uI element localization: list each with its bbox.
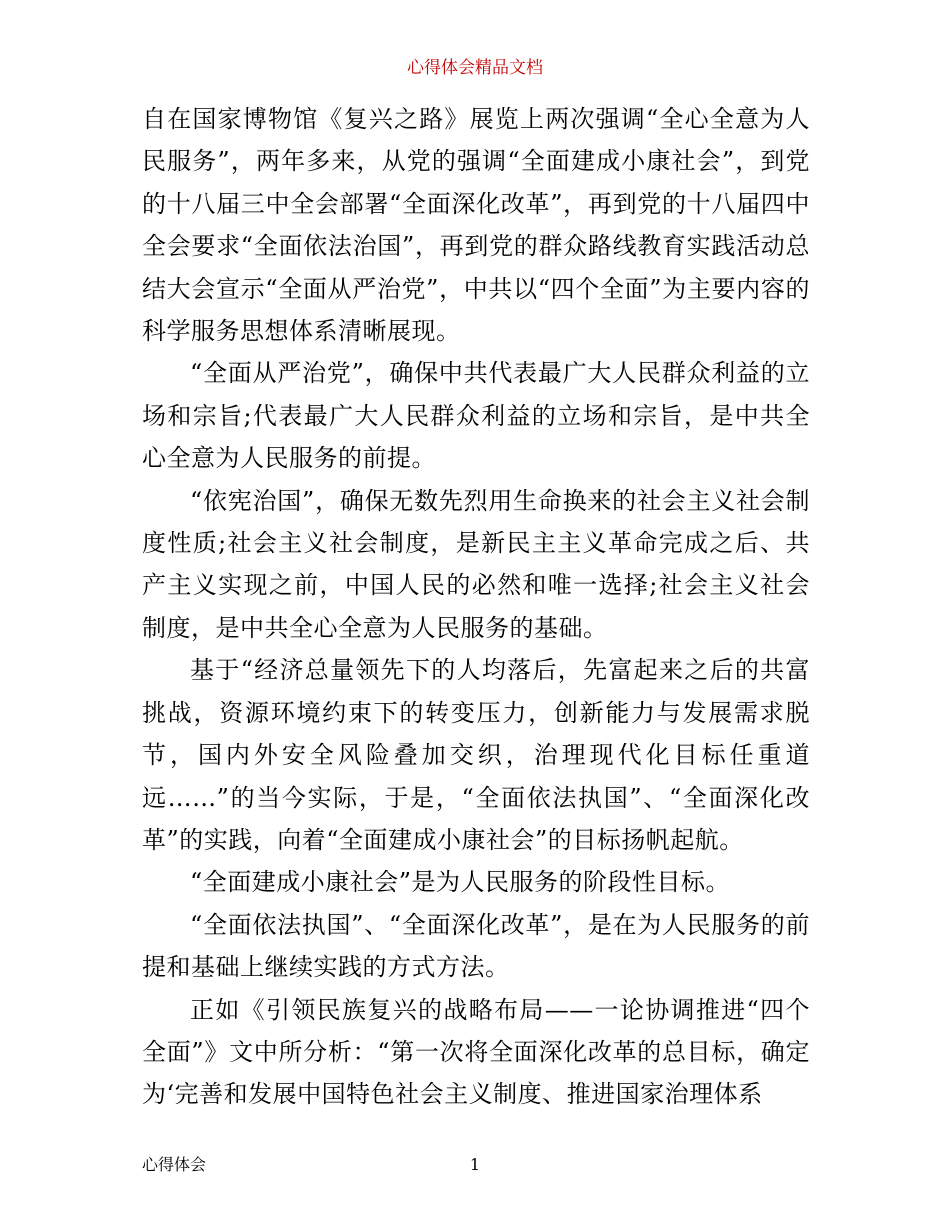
paragraph-1: 自在国家博物馆《复兴之路》展览上两次强调“全心全意为人民服务”，两年多来，从党的强调“全面建成小康社会”，到党的十八届三中全会部署“全面深化改革”，再到党的十八届四中全会要求“全面依法治国”，再到党的群众路线教育实践活动总结大会宣示“全面从严治党”，中共以“四个全面”为主要内容的科学服务思想体系清晰展现。 xyxy=(142,105,810,346)
page-number: 1 xyxy=(469,1155,481,1174)
paragraph-2: “全面从严治党”，确保中共代表最广大人民群众利益的立场和宗旨;代表最广大人民群众利益的立场和宗旨，是中共全心全意为人民服务的前提。 xyxy=(142,359,810,473)
document-body xyxy=(142,98,810,1116)
paragraph-3: “依宪治国”，确保无数先烈用生命换来的社会主义社会制度性质;社会主义社会制度，是新民主主义革命完成之后、共产主义实现之前，中国人民的必然和唯一选择;社会主义社会制度，是中共全心全意为人民服务的基础。 xyxy=(142,486,810,642)
paragraph-7: 正如《引领民族复兴的战略布局——一论协调推进“四个全面”》文中所分析：“第一次将全面深化改革的总目标，确定为‘完善和发展中国特色社会主义制度、推进国家治理体系 xyxy=(142,995,810,1109)
paragraph-4: 基于“经济总量领先下的人均落后，先富起来之后的共富挑战，资源环境约束下的转变压力，创新能力与发展需求脱节，国内外安全风险叠加交织，治理现代化目标任重道远……”的当今实际，于是，“全面依法执国”、“全面深化改革”的实践，向着“全面建成小康社会”的目标扬帆起航。 xyxy=(142,656,810,854)
paragraph-5: “全面建成小康社会”是为人民服务的阶段性目标。 xyxy=(190,868,731,897)
document-header: 心得体会精品文档 xyxy=(407,58,543,78)
footer-label: 心得体会 xyxy=(142,1155,207,1174)
paragraph-6: “全面依法执国”、“全面深化改革”，是在为人民服务的前提和基础上继续实践的方式方法。 xyxy=(142,910,810,982)
